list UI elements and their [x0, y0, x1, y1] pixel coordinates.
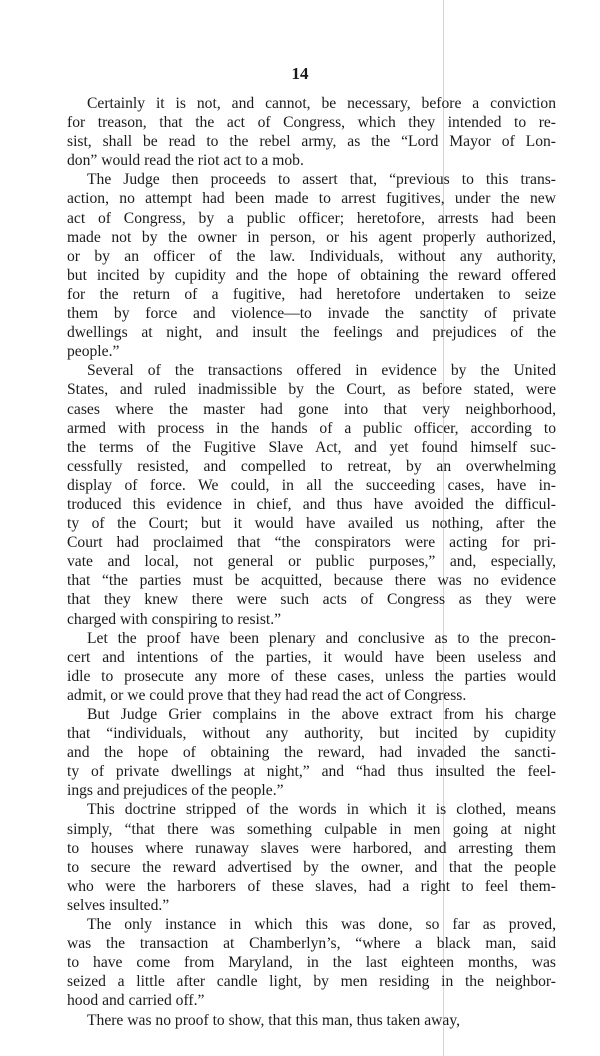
- paragraph: [67, 629, 556, 705]
- text-line: but incited by cupidity and the hope of obtaining the reward offered: [67, 266, 556, 284]
- text-line: But Judge Grier complains in the above extract from his charge: [87, 706, 556, 723]
- text-line: cert and intentions of the parties, it would have been useless and: [67, 648, 556, 666]
- text-line: armed with process in the hands of a public officer, according to: [67, 419, 556, 437]
- text-line: Court had proclaimed that “the conspirators were acting for pri-: [67, 534, 556, 552]
- text-line: who were the harborers of these slaves, had a right to feel them-: [67, 877, 556, 895]
- text-line: This doctrine stripped of the words in which it is clothed, means: [87, 801, 556, 819]
- text-line: them by force and violence—to invade the sanctity of private: [67, 305, 556, 323]
- text-line: to houses where runaway slaves were harbored, and arresting them: [67, 839, 556, 857]
- text-line: cessfully resisted, and compelled to retreat, by an overwhelming: [67, 457, 556, 475]
- paragraph: [67, 800, 556, 915]
- text-line: made not by the owner in person, or his agent properly authorized,: [67, 228, 556, 246]
- text-line: act of Congress, by a public officer; heretofore, arrests had been: [67, 209, 556, 227]
- page-number: 14: [291, 64, 309, 83]
- text-line: people.”: [67, 343, 120, 361]
- text-line: don” would read the riot act to a mob.: [67, 152, 304, 170]
- text-line: was the transaction at Chamberlyn’s, “where a black man, said: [67, 935, 556, 953]
- text-line: simply, “that there was something culpable in men going at night: [67, 820, 556, 838]
- body-text: [67, 94, 556, 1030]
- text-line: to have come from Maryland, in the last eighteen months, was: [67, 954, 556, 972]
- text-line: that they knew there were such acts of Congress as they were: [67, 591, 556, 609]
- text-line: There was no proof to show, that this man, thus taken away,: [87, 1011, 461, 1029]
- text-line: for the return of a fugitive, had heretofore undertaken to seize: [67, 285, 556, 303]
- text-line: hood and carried off.”: [67, 992, 205, 1010]
- paragraph: [67, 705, 556, 800]
- paragraph: [67, 94, 556, 170]
- text-line: idle to prosecute any more of these cases, unless the parties would: [67, 667, 556, 685]
- text-line: for treason, that the act of Congress, which they intended to re-: [67, 114, 556, 132]
- text-line: The Judge then proceeds to assert that, “previous to this trans-: [87, 171, 556, 189]
- text-line: dwellings at night, and insult the feelings and prejudices of the: [67, 324, 556, 342]
- text-line: ty of private dwellings at night,” and “had thus insulted the feel-: [67, 763, 556, 781]
- paragraph: [67, 361, 556, 628]
- text-line: or by an officer of the law. Individuals, without any authority,: [67, 247, 556, 265]
- text-line: seized a little after candle light, by men residing in the neighbor-: [67, 973, 556, 991]
- text-line: that “individuals, without any authority, but incited by cupidity: [67, 725, 556, 743]
- text-line: selves insulted.”: [67, 896, 170, 914]
- text-line: vate and local, not general or public purposes,” and, especially,: [67, 553, 556, 571]
- paragraph: [67, 915, 556, 1010]
- text-line: charged with conspiring to resist.”: [67, 610, 282, 628]
- paragraph: [67, 1011, 556, 1030]
- text-line: and the hope of obtaining the reward, had invaded the sancti-: [67, 744, 556, 762]
- text-line: States, and ruled inadmissible by the Court, as before stated, were: [67, 381, 556, 399]
- text-line: sist, shall be read to the rebel army, as the “Lord Mayor of Lon-: [67, 133, 556, 151]
- text-line: Let the proof have been plenary and conclusive as to the precon-: [87, 629, 556, 647]
- text-line: that “the parties must be acquitted, because there was no evidence: [67, 572, 556, 590]
- text-line: the terms of the Fugitive Slave Act, and yet found himself suc-: [67, 438, 556, 456]
- text-line: ings and prejudices of the people.”: [67, 782, 284, 800]
- text-line: display of force. We could, in all the succeeding cases, have in-: [67, 476, 556, 494]
- text-line: Several of the transactions offered in evidence by the United: [87, 362, 556, 380]
- text-line: action, no attempt had been made to arrest fugitives, under the new: [67, 190, 556, 208]
- text-line: ty of the Court; but it would have availed us nothing, after the: [67, 515, 556, 533]
- text-line: admit, or we could prove that they had read the act of Congress.: [67, 686, 467, 704]
- paragraph: [67, 170, 556, 361]
- text-line: cases where the master had gone into that very neighborhood,: [67, 400, 556, 418]
- text-line: The only instance in which this was done, so far as proved,: [87, 916, 556, 934]
- text-line: Certainly it is not, and cannot, be necessary, before a conviction: [87, 95, 556, 112]
- text-line: troduced this evidence in chief, and thus have avoided the difficul-: [67, 495, 556, 513]
- text-line: to secure the reward advertised by the owner, and that the people: [67, 858, 556, 876]
